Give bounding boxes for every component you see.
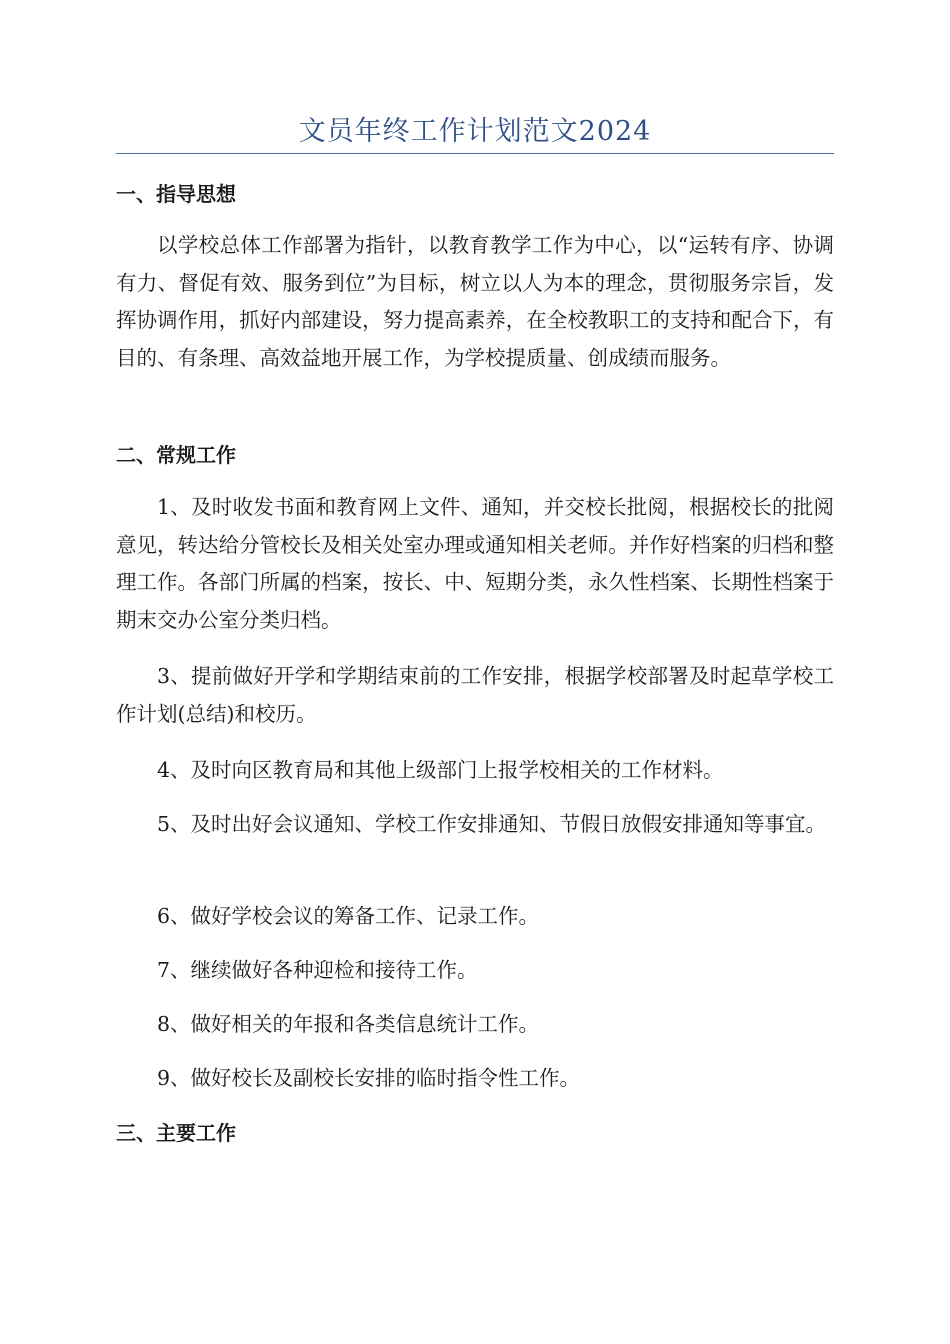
paragraph-routine-item-7: 7、继续做好各种迎检和接待工作。 bbox=[157, 958, 478, 982]
paragraph-routine-item-9: 9、做好校长及副校长安排的临时指令性工作。 bbox=[157, 1066, 581, 1090]
paragraph-routine-item-1: 1、及时收发书面和教育网上文件、通知，并交校长批阅，根据校长的批阅意见，转达给分管校长及相关处室办理或通知相关老师。并作好档案的归档和整理工作。各部门所属的档案，按长、中、短期分类，永久性档案、长期性档案于期末交办公室分类归档。 bbox=[116, 495, 834, 632]
section-heading-guiding-ideology: 一、指导思想 bbox=[116, 182, 236, 206]
section-heading-main-work: 三、主要工作 bbox=[116, 1121, 236, 1145]
section-heading-routine-work: 二、常规工作 bbox=[116, 443, 236, 467]
paragraph-routine-item-3: 3、提前做好开学和学期结束前的工作安排，根据学校部署及时起草学校工作计划(总结)和校历。 bbox=[116, 664, 834, 726]
paragraph-routine-item-6: 6、做好学校会议的筹备工作、记录工作。 bbox=[157, 904, 540, 928]
paragraph-routine-item-5: 5、及时出好会议通知、学校工作安排通知、节假日放假安排通知等事宜。 bbox=[157, 812, 827, 836]
paragraph-routine-item-4: 4、及时向区教育局和其他上级部门上报学校相关的工作材料。 bbox=[157, 758, 724, 782]
title-underline bbox=[116, 153, 834, 154]
paragraph-guiding-ideology: 以学校总体工作部署为指针，以教育教学工作为中心，以“运转有序、协调有力、督促有效、服务到位”为目标，树立以人为本的理念，贯彻服务宗旨，发挥协调作用，抓好内部建设，努力提高素养，在全校教职工的支持和配合下，有目的、有条理、高效益地开展工作，为学校提质量、创成绩而服务。 bbox=[116, 233, 834, 370]
paragraph-routine-item-8: 8、做好相关的年报和各类信息统计工作。 bbox=[157, 1012, 540, 1036]
document-page bbox=[116, 112, 834, 1145]
document-title: 文员年终工作计划范文2024 bbox=[298, 116, 652, 147]
